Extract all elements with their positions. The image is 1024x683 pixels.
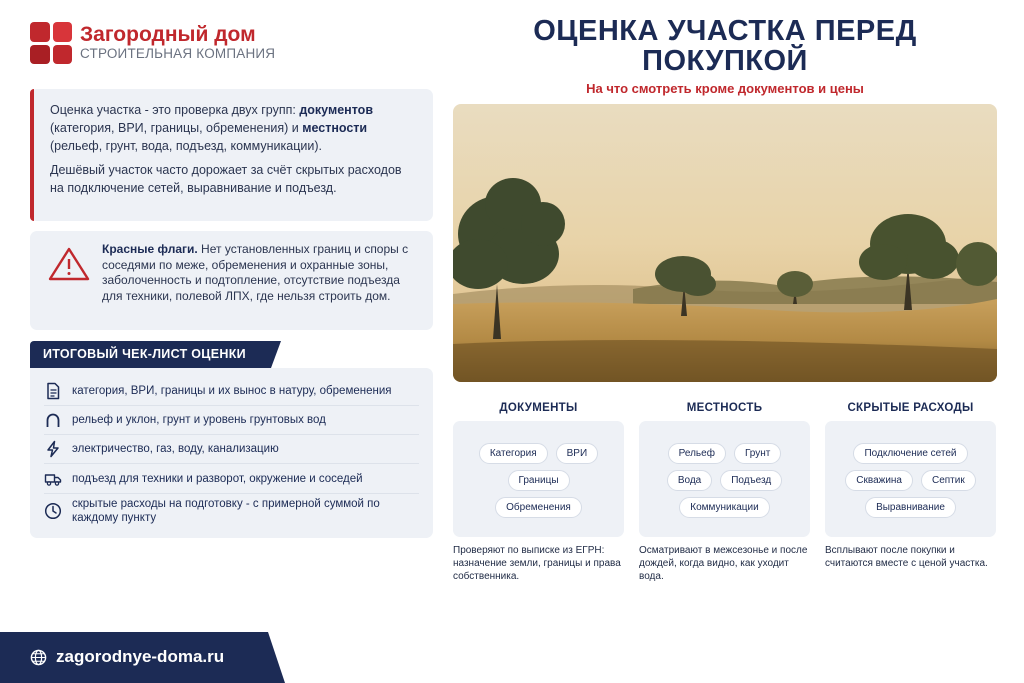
logo bbox=[30, 22, 275, 64]
page-subtitle: На что смотреть кроме документов и цены bbox=[586, 81, 864, 96]
checklist-item-text: подъезд для техники и разворот, окружение и соседей bbox=[72, 472, 363, 485]
chip: Грунт bbox=[734, 443, 781, 464]
column-desc-documents: Проверяют по выписке из ЕГРН: назначение земли, границы и права собственника. bbox=[453, 545, 621, 582]
chip: Подъезд bbox=[720, 470, 782, 491]
website-link[interactable]: zagorodnye-doma.ru bbox=[56, 647, 225, 666]
chip: Границы bbox=[508, 470, 570, 491]
checklist-item-text: скрытые расходы на подготовку - с примерной суммой по каждому пункту bbox=[72, 498, 380, 524]
logo-name: Загородный дом bbox=[80, 23, 256, 46]
checklist-title: ИТОГОВЫЙ ЧЕК-ЛИСТ ОЦЕНКИ bbox=[30, 341, 271, 368]
chip: Вода bbox=[667, 470, 712, 491]
chip: Выравнивание bbox=[865, 497, 956, 518]
column-title-terrain: МЕСТНОСТЬ bbox=[686, 402, 763, 414]
page-title: ОЦЕНКА УЧАСТКА ПЕРЕД ПОКУПКОЙ bbox=[533, 15, 917, 77]
checklist-item-text: электричество, газ, воду, канализацию bbox=[72, 443, 279, 455]
column-desc-terrain: Осматривают в межсезонье и после дождей, когда видно, как уходит вода. bbox=[639, 545, 808, 582]
column-title-documents: ДОКУМЕНТЫ bbox=[499, 402, 578, 414]
checklist-item-text: рельеф и уклон, грунт и уровень грунтовых вод bbox=[72, 414, 326, 426]
document-icon bbox=[44, 382, 62, 400]
column-title-hidden-costs: СКРЫТЫЕ РАСХОДЫ bbox=[847, 402, 974, 414]
logo-mark-icon bbox=[30, 22, 72, 64]
chip: Обременения bbox=[495, 497, 582, 518]
intro-paragraph-2: Дешёвый участок часто дорожает за счёт скрытых расходов на подключение сетей, выравнивание и подъезд. bbox=[50, 163, 402, 195]
warning-text: Красные флаги. Нет установленных границ и споры с соседями по меже, обременения и охранные зоны, заболоченность и подтопление, отсутствие подъезда для техники, полевой ЛПХ, где нельзя строить дом. bbox=[102, 242, 409, 303]
chip: Рельеф bbox=[668, 443, 726, 464]
checklist bbox=[30, 368, 433, 538]
logo-subtitle: СТРОИТЕЛЬНАЯ КОМПАНИЯ bbox=[80, 46, 276, 61]
intro-paragraph-1: Оценка участка - это проверка двух групп: документов (категория, ВРИ, границы, обременения) и местности (рельеф, грунт, вода, подъезд, коммуникации). bbox=[50, 103, 373, 153]
intro-card bbox=[30, 89, 433, 221]
column-box-terrain bbox=[639, 421, 810, 537]
checklist-item bbox=[44, 406, 419, 435]
warning-card bbox=[30, 231, 433, 330]
arch-icon bbox=[44, 411, 62, 429]
checklist-item bbox=[44, 435, 419, 464]
globe-icon bbox=[30, 649, 47, 666]
chip: Скважина bbox=[845, 470, 913, 491]
warning-triangle-icon bbox=[48, 247, 90, 281]
checklist-item-text: категория, ВРИ, границы и их вынос в натуру, обременения bbox=[72, 384, 392, 397]
checklist-item bbox=[44, 494, 419, 528]
column-desc-hidden-costs: Всплывают после покупки и считаются вместе с ценой участка. bbox=[825, 545, 988, 569]
column-box-documents bbox=[453, 421, 624, 537]
chip: Коммуникации bbox=[679, 497, 769, 518]
column-box-hidden-costs bbox=[825, 421, 996, 537]
chip: Категория bbox=[479, 443, 548, 464]
clock-icon bbox=[44, 502, 62, 520]
checklist-item bbox=[44, 464, 419, 494]
chip: Подключение сетей bbox=[853, 443, 967, 464]
footer bbox=[0, 632, 268, 683]
chip: Септик bbox=[921, 470, 976, 491]
truck-icon bbox=[44, 470, 62, 488]
lightning-icon bbox=[44, 440, 62, 458]
land-photo bbox=[453, 104, 997, 382]
checklist-item bbox=[44, 376, 419, 406]
chip: ВРИ bbox=[556, 443, 599, 464]
